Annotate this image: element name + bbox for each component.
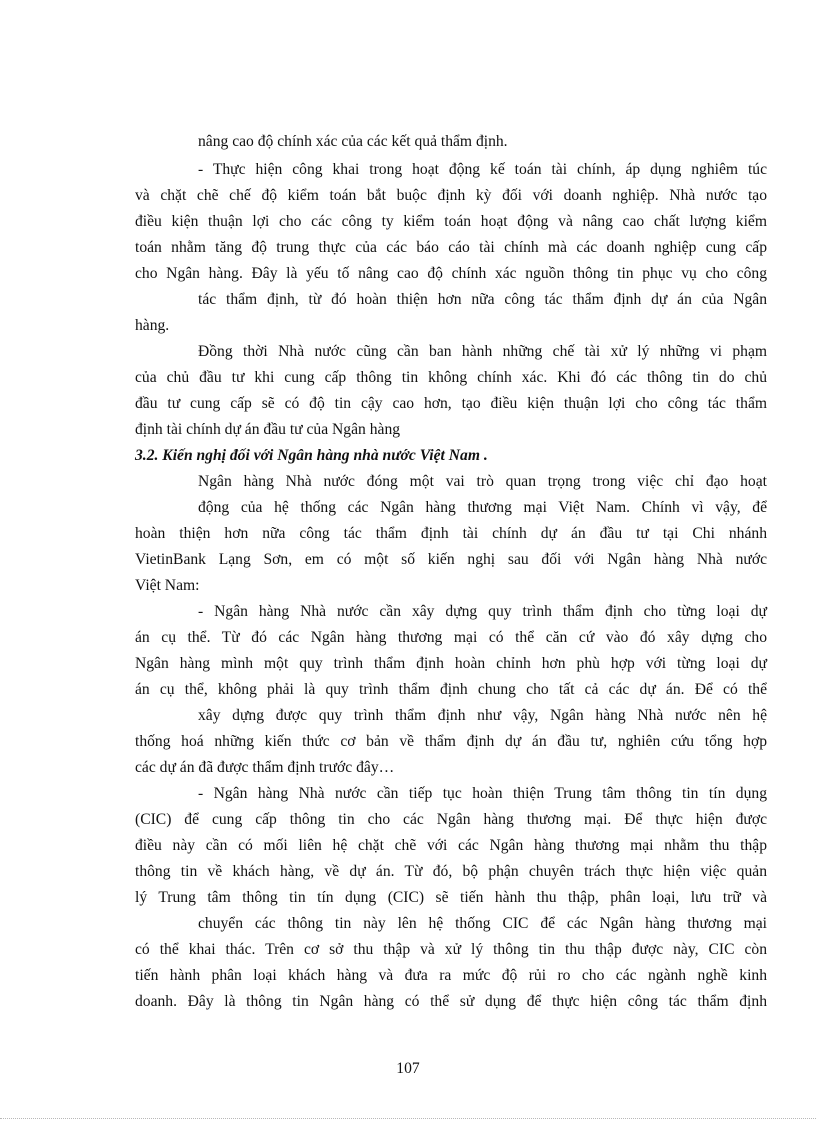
body-text-line: định tài chính dự án đầu tư của Ngân hàng [135, 421, 401, 438]
body-text-line: hàng. [135, 317, 170, 334]
body-text-line: - Ngân hàng Nhà nước cần tiếp tục hoàn thiện Trung tâm thông tin tín dụng [198, 785, 767, 802]
body-text-line: của chủ đầu tư khi cung cấp thông tin không chính xác. Khi đó các thông tin do chủ [135, 369, 767, 386]
body-text-line: cho Ngân hàng. Đây là yếu tố nâng cao độ chính xác nguồn thông tin phục vụ cho công [135, 265, 767, 282]
page-number: 107 [396, 1060, 420, 1077]
body-text-line: toán nhằm tăng độ trung thực của các báo cáo tài chính mà các doanh nghiệp cung cấp [135, 239, 767, 256]
body-text-line: tiến hành phân loại khách hàng và đưa ra mức độ rủi ro cho các ngành nghề kinh [135, 967, 767, 984]
body-text-line: Ngân hàng mình một quy trình thẩm định hoàn chỉnh hơn phù hợp với từng loại dự [135, 655, 767, 672]
body-text-line: hoàn thiện hơn nữa công tác thẩm định tài chính dự án đầu tư tại Chi nhánh [135, 525, 767, 542]
body-text-line: VietinBank Lạng Sơn, em có một số kiến nghị sau đối với Ngân hàng Nhà nước [135, 551, 767, 568]
body-text-line: điều này cần có mối liên hệ chặt chẽ với các Ngân hàng thương mại nhằm thu thập [135, 837, 767, 854]
section-heading: 3.2. Kiến nghị đối với Ngân hàng nhà nước Việt Nam . [135, 447, 488, 464]
body-text-line: án cụ thể. Từ đó các Ngân hàng thương mại có thể căn cứ vào đó xây dựng cho [135, 629, 767, 646]
body-text-line: có thể khai thác. Trên cơ sở thu thập và xử lý thông tin thu thập được này, CIC còn [135, 941, 767, 958]
body-text-line: điều kiện thuận lợi cho các công ty kiểm toán hoạt động và nâng cao chất lượng kiểm [135, 213, 767, 230]
body-text-line: - Thực hiện công khai trong hoạt động kế toán tài chính, áp dụng nghiêm túc [198, 161, 767, 178]
body-text-line: doanh. Đây là thông tin Ngân hàng có thể sử dụng để thực hiện công tác thẩm định [135, 993, 767, 1010]
body-text-line: án cụ thể, không phải là quy trình thẩm định chung cho tất cả các dự án. Để có thể [135, 681, 767, 698]
body-text-line: thống hoá những kiến thức cơ bản về thẩm định dự án đầu tư, nghiên cứu tổng hợp [135, 733, 767, 750]
body-text-line: chuyển các thông tin này lên hệ thống CIC để các Ngân hàng thương mại [198, 915, 767, 932]
body-text-line: (CIC) để cung cấp thông tin cho các Ngân hàng thương mại. Để thực hiện được [135, 811, 767, 828]
body-text-line: Việt Nam: [135, 577, 200, 594]
body-text-line: xây dựng được quy trình thẩm định như vậy, Ngân hàng Nhà nước nên hệ [198, 707, 767, 724]
body-text-line: Đồng thời Nhà nước cũng cần ban hành những chế tài xử lý những vi phạm [198, 343, 767, 360]
page-bottom-divider [0, 1118, 816, 1119]
body-text-line: đầu tư cung cấp sẽ có độ tin cậy cao hơn, tạo điều kiện thuận lợi cho công tác thẩm [135, 395, 767, 412]
body-text-line: Ngân hàng Nhà nước đóng một vai trò quan trọng trong việc chỉ đạo hoạt [198, 473, 767, 490]
body-text-line: nâng cao độ chính xác của các kết quả thẩm định. [198, 133, 508, 150]
body-text-line: tác thẩm định, từ đó hoàn thiện hơn nữa công tác thẩm định dự án của Ngân [198, 291, 767, 308]
body-text-line: - Ngân hàng Nhà nước cần xây dựng quy trình thẩm định cho từng loại dự [198, 603, 767, 620]
body-text-line: các dự án đã được thẩm định trước đây… [135, 759, 395, 776]
body-text-line: thông tin về khách hàng, về dự án. Từ đó, bộ phận chuyên trách thực hiện việc quản [135, 863, 767, 880]
body-text-line: lý Trung tâm thông tin tín dụng (CIC) sẽ tiến hành thu thập, phân loại, lưu trữ và [135, 889, 767, 906]
body-text-line: động của hệ thống các Ngân hàng thương mại Việt Nam. Chính vì vậy, để [198, 499, 767, 516]
body-text-line: và chặt chẽ chế độ kiểm toán bắt buộc định kỳ đối với doanh nghiệp. Nhà nước tạo [135, 187, 767, 204]
